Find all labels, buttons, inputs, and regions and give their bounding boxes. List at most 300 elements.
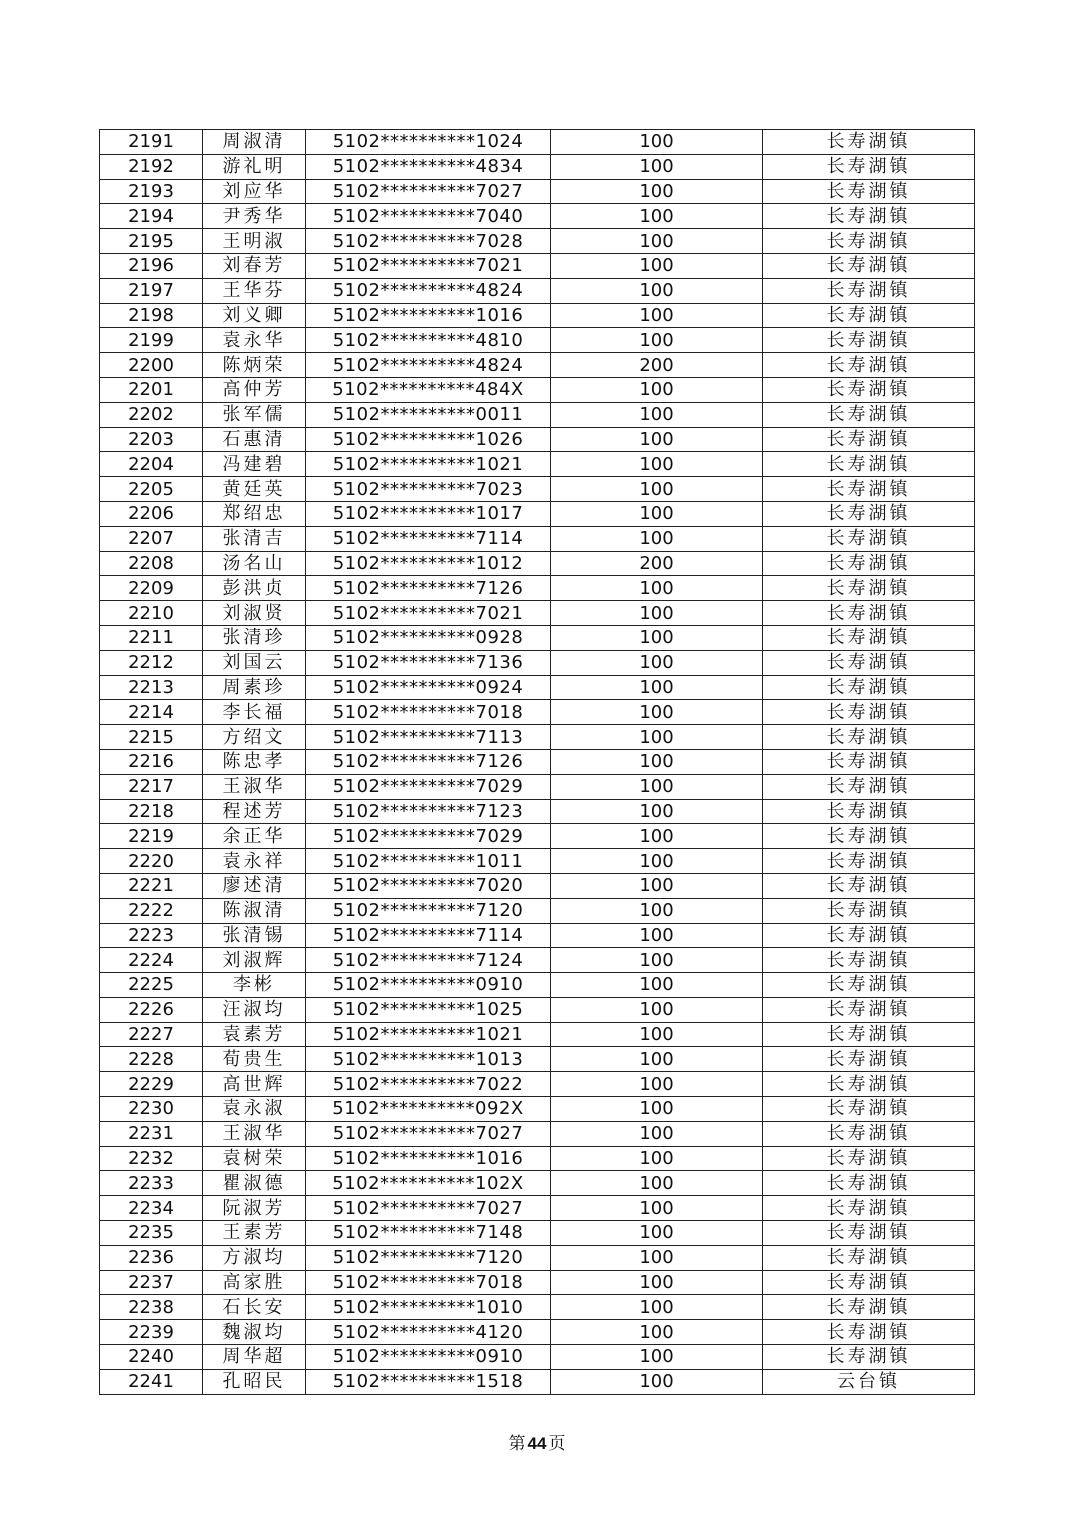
town-cell: 长寿湖镇 xyxy=(763,1121,975,1146)
amount-cell: 100 xyxy=(551,1121,763,1146)
id-number-cell: 5102**********1010 xyxy=(306,1295,551,1320)
table-row xyxy=(100,873,975,898)
town-cell: 长寿湖镇 xyxy=(763,1097,975,1122)
row-number-cell: 2223 xyxy=(100,923,203,948)
town-cell: 长寿湖镇 xyxy=(763,625,975,650)
table-row xyxy=(100,1320,975,1345)
name-cell: 余正华 xyxy=(203,824,306,849)
amount-cell: 200 xyxy=(551,353,763,378)
id-number-cell: 5102**********1016 xyxy=(306,303,551,328)
town-cell: 长寿湖镇 xyxy=(763,799,975,824)
town-cell: 长寿湖镇 xyxy=(763,1171,975,1196)
id-number-cell: 5102**********4834 xyxy=(306,154,551,179)
roster-table-body xyxy=(100,130,975,1395)
table-row xyxy=(100,130,975,155)
name-cell: 程述芳 xyxy=(203,799,306,824)
amount-cell: 100 xyxy=(551,477,763,502)
id-number-cell: 5102**********1011 xyxy=(306,849,551,874)
roster-table xyxy=(99,129,975,1395)
name-cell: 张清锡 xyxy=(203,923,306,948)
table-row xyxy=(100,799,975,824)
row-number-cell: 2213 xyxy=(100,675,203,700)
amount-cell: 100 xyxy=(551,1097,763,1122)
name-cell: 方淑均 xyxy=(203,1245,306,1270)
town-cell: 长寿湖镇 xyxy=(763,1022,975,1047)
row-number-cell: 2210 xyxy=(100,601,203,626)
name-cell: 王淑华 xyxy=(203,774,306,799)
amount-cell: 100 xyxy=(551,253,763,278)
amount-cell: 100 xyxy=(551,898,763,923)
table-row xyxy=(100,700,975,725)
town-cell: 长寿湖镇 xyxy=(763,873,975,898)
name-cell: 高仲芳 xyxy=(203,377,306,402)
amount-cell: 100 xyxy=(551,923,763,948)
name-cell: 袁永华 xyxy=(203,328,306,353)
name-cell: 石惠清 xyxy=(203,427,306,452)
amount-cell: 100 xyxy=(551,799,763,824)
id-number-cell: 5102**********102X xyxy=(306,1171,551,1196)
town-cell: 长寿湖镇 xyxy=(763,1295,975,1320)
row-number-cell: 2198 xyxy=(100,303,203,328)
name-cell: 陈忠孝 xyxy=(203,749,306,774)
town-cell: 长寿湖镇 xyxy=(763,749,975,774)
name-cell: 阮淑芳 xyxy=(203,1196,306,1221)
table-row xyxy=(100,229,975,254)
id-number-cell: 5102**********1017 xyxy=(306,501,551,526)
amount-cell: 100 xyxy=(551,1345,763,1370)
name-cell: 石长安 xyxy=(203,1295,306,1320)
town-cell: 长寿湖镇 xyxy=(763,650,975,675)
amount-cell: 100 xyxy=(551,1171,763,1196)
id-number-cell: 5102**********7124 xyxy=(306,948,551,973)
town-cell: 长寿湖镇 xyxy=(763,576,975,601)
town-cell: 长寿湖镇 xyxy=(763,526,975,551)
row-number-cell: 2233 xyxy=(100,1171,203,1196)
row-number-cell: 2194 xyxy=(100,204,203,229)
amount-cell: 100 xyxy=(551,278,763,303)
row-number-cell: 2222 xyxy=(100,898,203,923)
row-number-cell: 2211 xyxy=(100,625,203,650)
row-number-cell: 2203 xyxy=(100,427,203,452)
amount-cell: 100 xyxy=(551,948,763,973)
table-row xyxy=(100,253,975,278)
table-row xyxy=(100,526,975,551)
table-row xyxy=(100,303,975,328)
table-row xyxy=(100,625,975,650)
table-row xyxy=(100,1022,975,1047)
table-row xyxy=(100,1369,975,1394)
town-cell: 长寿湖镇 xyxy=(763,923,975,948)
name-cell: 瞿淑德 xyxy=(203,1171,306,1196)
name-cell: 刘淑贤 xyxy=(203,601,306,626)
amount-cell: 100 xyxy=(551,675,763,700)
id-number-cell: 5102**********7114 xyxy=(306,526,551,551)
id-number-cell: 5102**********7113 xyxy=(306,725,551,750)
row-number-cell: 2224 xyxy=(100,948,203,973)
row-number-cell: 2216 xyxy=(100,749,203,774)
name-cell: 方绍文 xyxy=(203,725,306,750)
table-row xyxy=(100,948,975,973)
table-row xyxy=(100,774,975,799)
name-cell: 刘义卿 xyxy=(203,303,306,328)
table-row xyxy=(100,204,975,229)
town-cell: 长寿湖镇 xyxy=(763,725,975,750)
amount-cell: 100 xyxy=(551,328,763,353)
name-cell: 高世辉 xyxy=(203,1072,306,1097)
name-cell: 刘应华 xyxy=(203,179,306,204)
table-row xyxy=(100,1097,975,1122)
id-number-cell: 5102**********7023 xyxy=(306,477,551,502)
row-number-cell: 2199 xyxy=(100,328,203,353)
row-number-cell: 2230 xyxy=(100,1097,203,1122)
id-number-cell: 5102**********0924 xyxy=(306,675,551,700)
id-number-cell: 5102**********1025 xyxy=(306,997,551,1022)
name-cell: 汤名山 xyxy=(203,551,306,576)
town-cell: 长寿湖镇 xyxy=(763,1345,975,1370)
town-cell: 长寿湖镇 xyxy=(763,551,975,576)
town-cell: 长寿湖镇 xyxy=(763,997,975,1022)
town-cell: 长寿湖镇 xyxy=(763,303,975,328)
row-number-cell: 2205 xyxy=(100,477,203,502)
amount-cell: 100 xyxy=(551,873,763,898)
row-number-cell: 2231 xyxy=(100,1121,203,1146)
amount-cell: 100 xyxy=(551,749,763,774)
amount-cell: 100 xyxy=(551,973,763,998)
town-cell: 长寿湖镇 xyxy=(763,253,975,278)
row-number-cell: 2214 xyxy=(100,700,203,725)
table-row xyxy=(100,973,975,998)
table-row xyxy=(100,824,975,849)
table-row xyxy=(100,576,975,601)
amount-cell: 100 xyxy=(551,179,763,204)
row-number-cell: 2218 xyxy=(100,799,203,824)
row-number-cell: 2208 xyxy=(100,551,203,576)
amount-cell: 100 xyxy=(551,501,763,526)
id-number-cell: 5102**********7021 xyxy=(306,253,551,278)
id-number-cell: 5102**********7027 xyxy=(306,1196,551,1221)
name-cell: 游礼明 xyxy=(203,154,306,179)
row-number-cell: 2191 xyxy=(100,130,203,155)
town-cell: 长寿湖镇 xyxy=(763,1221,975,1246)
row-number-cell: 2196 xyxy=(100,253,203,278)
table-row xyxy=(100,1345,975,1370)
table-row xyxy=(100,1146,975,1171)
id-number-cell: 5102**********7028 xyxy=(306,229,551,254)
town-cell: 长寿湖镇 xyxy=(763,154,975,179)
town-cell: 长寿湖镇 xyxy=(763,774,975,799)
amount-cell: 100 xyxy=(551,377,763,402)
id-number-cell: 5102**********0910 xyxy=(306,1345,551,1370)
page-number: 44 xyxy=(527,1434,547,1453)
table-row xyxy=(100,898,975,923)
amount-cell: 100 xyxy=(551,402,763,427)
town-cell: 长寿湖镇 xyxy=(763,601,975,626)
row-number-cell: 2220 xyxy=(100,849,203,874)
page-footer xyxy=(0,1429,1074,1454)
town-cell: 长寿湖镇 xyxy=(763,427,975,452)
table-row xyxy=(100,650,975,675)
id-number-cell: 5102**********7027 xyxy=(306,1121,551,1146)
name-cell: 冯建碧 xyxy=(203,452,306,477)
id-number-cell: 5102**********0910 xyxy=(306,973,551,998)
amount-cell: 100 xyxy=(551,130,763,155)
id-number-cell: 5102**********7040 xyxy=(306,204,551,229)
town-cell: 长寿湖镇 xyxy=(763,1245,975,1270)
town-cell: 长寿湖镇 xyxy=(763,675,975,700)
row-number-cell: 2225 xyxy=(100,973,203,998)
name-cell: 周淑清 xyxy=(203,130,306,155)
table-row xyxy=(100,427,975,452)
town-cell: 长寿湖镇 xyxy=(763,477,975,502)
row-number-cell: 2239 xyxy=(100,1320,203,1345)
name-cell: 汪淑均 xyxy=(203,997,306,1022)
table-row xyxy=(100,1270,975,1295)
town-cell: 长寿湖镇 xyxy=(763,1072,975,1097)
name-cell: 陈淑清 xyxy=(203,898,306,923)
town-cell: 长寿湖镇 xyxy=(763,452,975,477)
row-number-cell: 2221 xyxy=(100,873,203,898)
id-number-cell: 5102**********1026 xyxy=(306,427,551,452)
row-number-cell: 2235 xyxy=(100,1221,203,1246)
id-number-cell: 5102**********484X xyxy=(306,377,551,402)
amount-cell: 100 xyxy=(551,824,763,849)
table-row xyxy=(100,849,975,874)
town-cell: 长寿湖镇 xyxy=(763,402,975,427)
row-number-cell: 2219 xyxy=(100,824,203,849)
name-cell: 荀贵生 xyxy=(203,1047,306,1072)
town-cell: 长寿湖镇 xyxy=(763,1270,975,1295)
amount-cell: 200 xyxy=(551,551,763,576)
id-number-cell: 5102**********4824 xyxy=(306,278,551,303)
name-cell: 彭洪贞 xyxy=(203,576,306,601)
row-number-cell: 2209 xyxy=(100,576,203,601)
amount-cell: 100 xyxy=(551,1072,763,1097)
town-cell: 长寿湖镇 xyxy=(763,1320,975,1345)
table-row xyxy=(100,1072,975,1097)
id-number-cell: 5102**********7029 xyxy=(306,774,551,799)
name-cell: 王明淑 xyxy=(203,229,306,254)
amount-cell: 100 xyxy=(551,229,763,254)
amount-cell: 100 xyxy=(551,849,763,874)
town-cell: 长寿湖镇 xyxy=(763,973,975,998)
row-number-cell: 2201 xyxy=(100,377,203,402)
id-number-cell: 5102**********7027 xyxy=(306,179,551,204)
row-number-cell: 2215 xyxy=(100,725,203,750)
footer-prefix: 第 xyxy=(508,1434,526,1454)
name-cell: 周华超 xyxy=(203,1345,306,1370)
row-number-cell: 2197 xyxy=(100,278,203,303)
town-cell: 长寿湖镇 xyxy=(763,501,975,526)
name-cell: 魏淑均 xyxy=(203,1320,306,1345)
table-row xyxy=(100,923,975,948)
table-row xyxy=(100,402,975,427)
amount-cell: 100 xyxy=(551,601,763,626)
amount-cell: 100 xyxy=(551,452,763,477)
id-number-cell: 5102**********7018 xyxy=(306,700,551,725)
amount-cell: 100 xyxy=(551,526,763,551)
town-cell: 长寿湖镇 xyxy=(763,1196,975,1221)
town-cell: 长寿湖镇 xyxy=(763,130,975,155)
id-number-cell: 5102**********7029 xyxy=(306,824,551,849)
row-number-cell: 2212 xyxy=(100,650,203,675)
id-number-cell: 5102**********4824 xyxy=(306,353,551,378)
table-row xyxy=(100,1196,975,1221)
id-number-cell: 5102**********7022 xyxy=(306,1072,551,1097)
amount-cell: 100 xyxy=(551,1196,763,1221)
row-number-cell: 2227 xyxy=(100,1022,203,1047)
id-number-cell: 5102**********0011 xyxy=(306,402,551,427)
id-number-cell: 5102**********092X xyxy=(306,1097,551,1122)
amount-cell: 100 xyxy=(551,427,763,452)
amount-cell: 100 xyxy=(551,1295,763,1320)
amount-cell: 100 xyxy=(551,774,763,799)
table-row xyxy=(100,477,975,502)
row-number-cell: 2241 xyxy=(100,1369,203,1394)
row-number-cell: 2234 xyxy=(100,1196,203,1221)
id-number-cell: 5102**********4120 xyxy=(306,1320,551,1345)
name-cell: 郑绍忠 xyxy=(203,501,306,526)
amount-cell: 100 xyxy=(551,625,763,650)
table-row xyxy=(100,1171,975,1196)
name-cell: 王素芳 xyxy=(203,1221,306,1246)
name-cell: 陈炳荣 xyxy=(203,353,306,378)
name-cell: 张军儒 xyxy=(203,402,306,427)
table-row xyxy=(100,452,975,477)
id-number-cell: 5102**********7123 xyxy=(306,799,551,824)
town-cell: 长寿湖镇 xyxy=(763,377,975,402)
town-cell: 长寿湖镇 xyxy=(763,898,975,923)
amount-cell: 100 xyxy=(551,303,763,328)
row-number-cell: 2207 xyxy=(100,526,203,551)
id-number-cell: 5102**********7126 xyxy=(306,749,551,774)
id-number-cell: 5102**********1016 xyxy=(306,1146,551,1171)
row-number-cell: 2217 xyxy=(100,774,203,799)
town-cell: 长寿湖镇 xyxy=(763,229,975,254)
id-number-cell: 5102**********7120 xyxy=(306,1245,551,1270)
amount-cell: 100 xyxy=(551,1047,763,1072)
table-row xyxy=(100,601,975,626)
row-number-cell: 2236 xyxy=(100,1245,203,1270)
row-number-cell: 2193 xyxy=(100,179,203,204)
table-row xyxy=(100,501,975,526)
name-cell: 高家胜 xyxy=(203,1270,306,1295)
table-row xyxy=(100,997,975,1022)
table-row xyxy=(100,1295,975,1320)
id-number-cell: 5102**********1021 xyxy=(306,1022,551,1047)
row-number-cell: 2229 xyxy=(100,1072,203,1097)
town-cell: 长寿湖镇 xyxy=(763,1146,975,1171)
amount-cell: 100 xyxy=(551,576,763,601)
table-row xyxy=(100,278,975,303)
table-row xyxy=(100,353,975,378)
id-number-cell: 5102**********7114 xyxy=(306,923,551,948)
id-number-cell: 5102**********7136 xyxy=(306,650,551,675)
id-number-cell: 5102**********7120 xyxy=(306,898,551,923)
amount-cell: 100 xyxy=(551,650,763,675)
table-row xyxy=(100,1047,975,1072)
town-cell: 长寿湖镇 xyxy=(763,179,975,204)
row-number-cell: 2237 xyxy=(100,1270,203,1295)
town-cell: 长寿湖镇 xyxy=(763,824,975,849)
name-cell: 尹秀华 xyxy=(203,204,306,229)
amount-cell: 100 xyxy=(551,1022,763,1047)
name-cell: 刘淑辉 xyxy=(203,948,306,973)
name-cell: 孔昭民 xyxy=(203,1369,306,1394)
town-cell: 长寿湖镇 xyxy=(763,1047,975,1072)
amount-cell: 100 xyxy=(551,154,763,179)
table-row xyxy=(100,675,975,700)
table-row xyxy=(100,1121,975,1146)
name-cell: 袁素芳 xyxy=(203,1022,306,1047)
name-cell: 袁永祥 xyxy=(203,849,306,874)
row-number-cell: 2202 xyxy=(100,402,203,427)
id-number-cell: 5102**********0928 xyxy=(306,625,551,650)
row-number-cell: 2195 xyxy=(100,229,203,254)
table-row xyxy=(100,328,975,353)
town-cell: 长寿湖镇 xyxy=(763,849,975,874)
name-cell: 张清珍 xyxy=(203,625,306,650)
town-cell: 长寿湖镇 xyxy=(763,700,975,725)
table-row xyxy=(100,154,975,179)
amount-cell: 100 xyxy=(551,997,763,1022)
id-number-cell: 5102**********1013 xyxy=(306,1047,551,1072)
row-number-cell: 2238 xyxy=(100,1295,203,1320)
name-cell: 王淑华 xyxy=(203,1121,306,1146)
id-number-cell: 5102**********1021 xyxy=(306,452,551,477)
amount-cell: 100 xyxy=(551,204,763,229)
name-cell: 刘国云 xyxy=(203,650,306,675)
id-number-cell: 5102**********7126 xyxy=(306,576,551,601)
amount-cell: 100 xyxy=(551,1320,763,1345)
name-cell: 袁树荣 xyxy=(203,1146,306,1171)
amount-cell: 100 xyxy=(551,1146,763,1171)
amount-cell: 100 xyxy=(551,1245,763,1270)
town-cell: 长寿湖镇 xyxy=(763,353,975,378)
row-number-cell: 2192 xyxy=(100,154,203,179)
amount-cell: 100 xyxy=(551,1369,763,1394)
row-number-cell: 2240 xyxy=(100,1345,203,1370)
name-cell: 黄廷英 xyxy=(203,477,306,502)
town-cell: 长寿湖镇 xyxy=(763,948,975,973)
id-number-cell: 5102**********1518 xyxy=(306,1369,551,1394)
table-row xyxy=(100,551,975,576)
id-number-cell: 5102**********7148 xyxy=(306,1221,551,1246)
name-cell: 张清吉 xyxy=(203,526,306,551)
table-row xyxy=(100,1245,975,1270)
name-cell: 王华芬 xyxy=(203,278,306,303)
name-cell: 周素珍 xyxy=(203,675,306,700)
name-cell: 袁永淑 xyxy=(203,1097,306,1122)
amount-cell: 100 xyxy=(551,700,763,725)
row-number-cell: 2232 xyxy=(100,1146,203,1171)
id-number-cell: 5102**********1012 xyxy=(306,551,551,576)
id-number-cell: 5102**********7020 xyxy=(306,873,551,898)
amount-cell: 100 xyxy=(551,725,763,750)
amount-cell: 100 xyxy=(551,1270,763,1295)
town-cell: 长寿湖镇 xyxy=(763,278,975,303)
town-cell: 长寿湖镇 xyxy=(763,328,975,353)
id-number-cell: 5102**********1024 xyxy=(306,130,551,155)
table-row xyxy=(100,1221,975,1246)
row-number-cell: 2204 xyxy=(100,452,203,477)
amount-cell: 100 xyxy=(551,1221,763,1246)
id-number-cell: 5102**********7018 xyxy=(306,1270,551,1295)
row-number-cell: 2228 xyxy=(100,1047,203,1072)
name-cell: 廖述清 xyxy=(203,873,306,898)
name-cell: 李彬 xyxy=(203,973,306,998)
town-cell: 云台镇 xyxy=(763,1369,975,1394)
footer-suffix: 页 xyxy=(548,1434,566,1454)
